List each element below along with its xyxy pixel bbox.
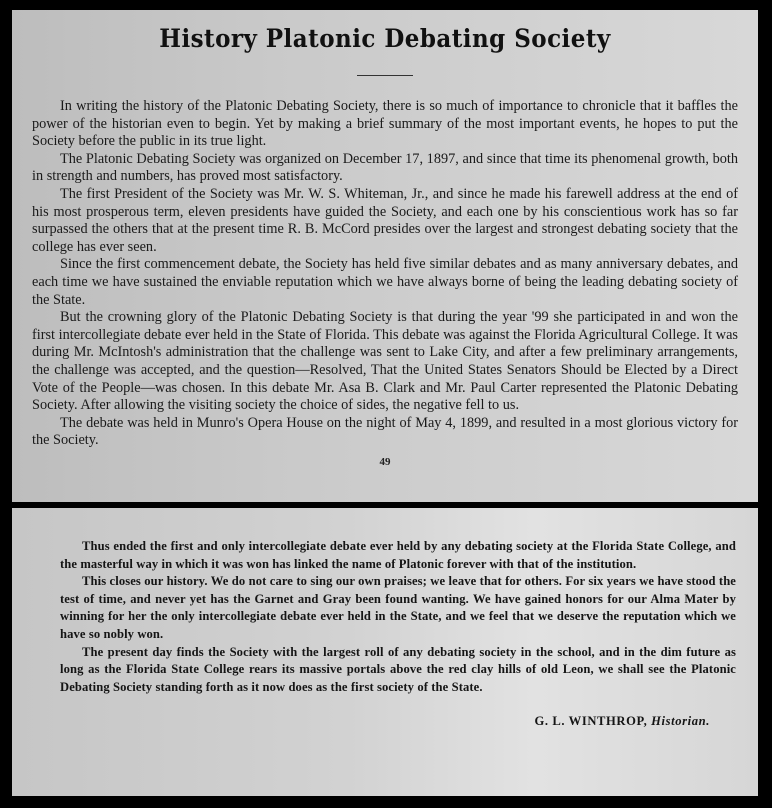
paragraph-intro: In writing the history of the Platonic Debating Society, there is so much of importance to chronicle that it baffles the power of the historian even to begin. Yet by making a brief summary of the most important events, he hopes to put the Society before the public in its true light. <box>32 98 738 150</box>
paragraph-presidents: The first President of the Society was Mr. W. S. Whiteman, Jr., and since he made his farewell address at the end of his most prosperous term, eleven presidents have guided the Society, and each one by his conscientious work has so far surpassed the others that at the present time R. B. McCord presides over the largest and strongest debating society that the college has ever seen. <box>32 185 738 255</box>
paragraph-debates: Since the first commencement debate, the Society has held five similar debates and as many anniversary debates, and each time we have sustained the enviable reputation which we have always borne of being the leading debating society of the State. <box>32 256 738 308</box>
signature <box>60 714 736 729</box>
signature-name: G. L. WINTHROP, <box>534 714 648 729</box>
upper-page <box>12 10 758 502</box>
title-divider <box>357 75 413 76</box>
paragraph-intercollegiate: But the crowning glory of the Platonic Debating Society is that during the year '99 she participated in and won the first intercollegiate debate ever held in the State of Florida. This debate was against the Florida Agricultural College. It was during Mr. McIntosh's administration that the challenge was sent to Lake City, and after a few preliminary arrangements, the challenge was accepted, and the question—Resolved, That the United States Senators Should be Elected by a Direct Vote of the People—was chosen. In this debate Mr. Asa B. Clark and Mr. Paul Carter represented the Platonic Debating Society. After allowing the visiting society the choice of sides, the negative fell to us. <box>32 309 738 414</box>
page-number: 49 <box>379 455 391 468</box>
paragraph-conclusion: Thus ended the first and only intercollegiate debate ever held by any debating society at the Florida State College, and the masterful way in which it was won has linked the name of Platonic forever with that of the institution. <box>60 539 736 571</box>
paragraph-organization: The Platonic Debating Society was organized on December 17, 1897, and since that time its phenomenal growth, both in strength and numbers, has proved most satisfactory. <box>32 150 738 185</box>
lower-page <box>12 508 758 796</box>
page-title: History Platonic Debating Society <box>159 24 611 53</box>
signature-role: Historian. <box>651 714 710 729</box>
paragraph-closing: This closes our history. We do not care to sing our own praises; we leave that for others. For six years we have stood the test of time, and never yet has the Garnet and Gray been found wanting. We have gained honors for our Alma Mater by winning for her the only intercollegiate debate ever held in the State, and we feel that we deserve the reputation which we have so nobly won. <box>60 574 736 641</box>
paragraph-victory: The debate was held in Munro's Opera House on the night of May 4, 1899, and resulted in a most glorious victory for the Society. <box>32 414 738 449</box>
paragraph-present-day: The present day finds the Society with the largest roll of any debating society in the school, and in the dim future as long as the Florida State College rears its massive portals above the red clay hills of old Leon, we shall see the Platonic Debating Society standing forth as it now does as the first society of the State. <box>60 644 736 694</box>
